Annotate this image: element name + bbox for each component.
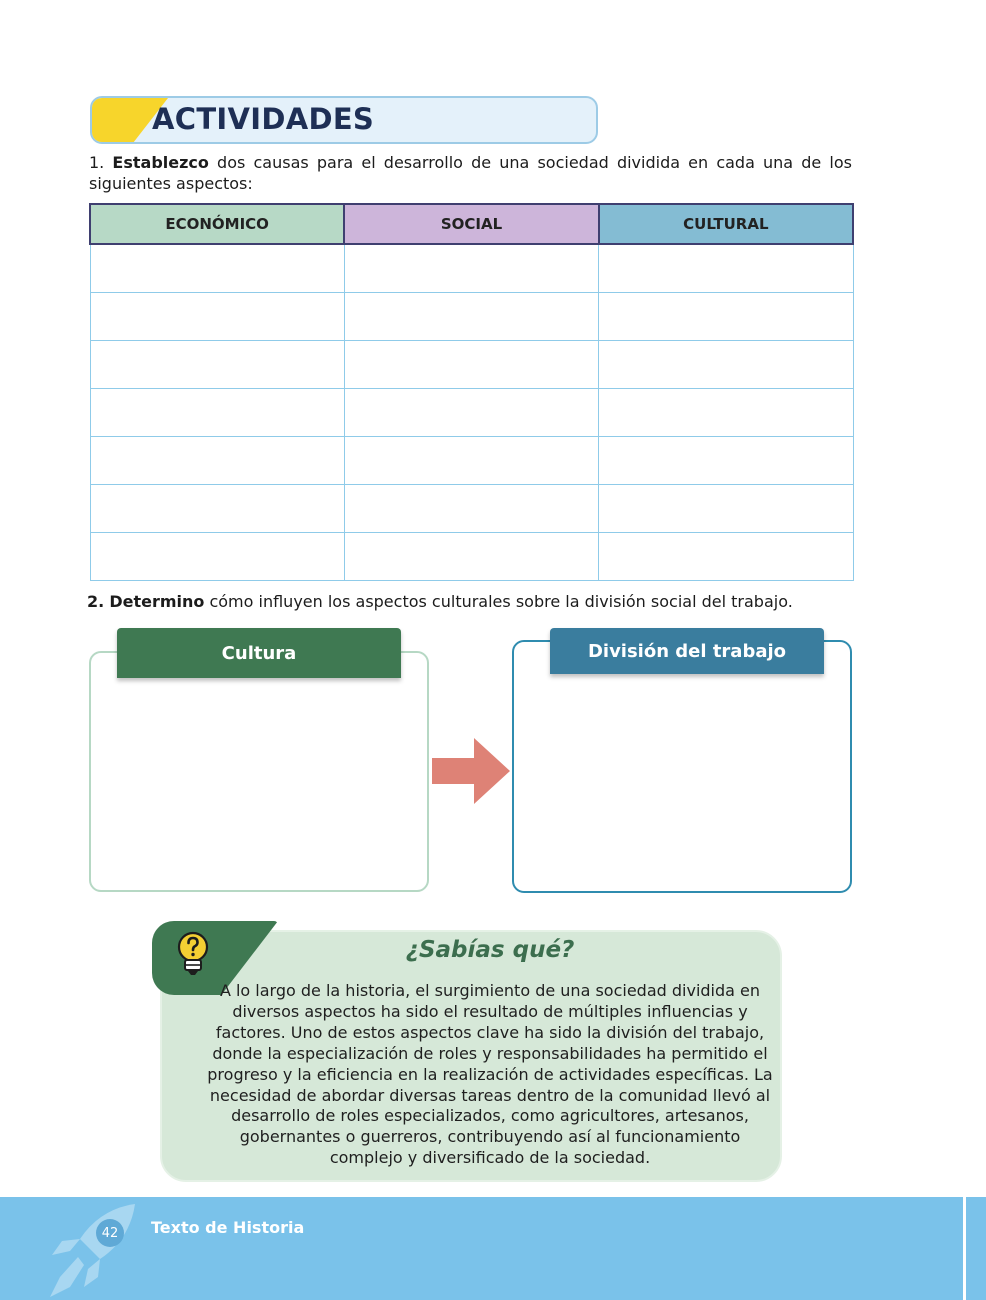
answer-cell-social[interactable] [344, 389, 598, 437]
table-row [90, 533, 853, 581]
answer-cell-economico[interactable] [90, 533, 344, 581]
answer-cell-social[interactable] [344, 293, 598, 341]
answer-cell-economico[interactable] [90, 437, 344, 485]
table-body [90, 244, 853, 581]
answer-cell-social[interactable] [344, 341, 598, 389]
answer-cell-cultural[interactable] [599, 533, 853, 581]
page-number: 42 [96, 1219, 124, 1247]
table-row [90, 437, 853, 485]
division-trabajo-box-title: División del trabajo [550, 628, 824, 674]
answer-cell-social[interactable] [344, 485, 598, 533]
division-trabajo-answer-box[interactable] [512, 640, 852, 893]
answer-cell-economico[interactable] [90, 485, 344, 533]
sabias-que-text: A lo largo de la historia, el surgimiento de una sociedad dividida en diversos aspectos ha sido el resultado de múltiples influencias y factores. Uno de estos aspectos clave ha sido la división del trabajo, donde la especialización de roles y responsabilidades ha permitido el progreso y la eficiencia en la realización de actividades específicas. La necesidad de abordar diversas tareas dentro de la comunidad llevó al desarrollo de roles especializados, como agricultores, artesanos, gobernantes o guerreros, contribuyendo así al funcionamiento complejo y diversificado de la sociedad. [207, 981, 773, 1168]
answer-cell-economico[interactable] [90, 389, 344, 437]
table-header-row [90, 204, 853, 244]
answer-cell-social[interactable] [344, 437, 598, 485]
answer-cell-economico[interactable] [90, 341, 344, 389]
column-header-social: SOCIAL [344, 204, 598, 244]
answer-cell-cultural[interactable] [599, 437, 853, 485]
cultura-box-title: Cultura [117, 628, 401, 678]
question-1-verb: Establezco [112, 153, 209, 172]
table-row [90, 341, 853, 389]
question-2-text: cómo influyen los aspectos culturales sobre la división social del trabajo. [204, 592, 793, 611]
answer-cell-cultural[interactable] [599, 485, 853, 533]
column-header-cultural: CULTURAL [599, 204, 853, 244]
table-row [90, 293, 853, 341]
answer-cell-economico[interactable] [90, 244, 344, 293]
table-row [90, 485, 853, 533]
answer-cell-cultural[interactable] [599, 341, 853, 389]
answer-cell-cultural[interactable] [599, 244, 853, 293]
causes-table [89, 203, 854, 581]
question-1 [89, 152, 852, 194]
table-row [90, 244, 853, 293]
section-header [90, 96, 598, 144]
cultura-answer-box[interactable] [89, 651, 429, 892]
arrow-right-icon [432, 738, 512, 804]
question-2-number: 2. [87, 592, 105, 611]
answer-cell-cultural[interactable] [599, 293, 853, 341]
column-header-economico: ECONÓMICO [90, 204, 344, 244]
question-1-number: 1. [89, 153, 105, 172]
answer-cell-economico[interactable] [90, 293, 344, 341]
footer-edge-stripe [966, 1197, 986, 1300]
sabias-que-title: ¿Sabías qué? [405, 937, 575, 963]
footer-book-title: Texto de Historia [151, 1218, 305, 1237]
answer-cell-social[interactable] [344, 533, 598, 581]
section-title: ACTIVIDADES [152, 102, 375, 136]
question-2-verb: Determino [109, 592, 205, 611]
question-1-text: dos causas para el desarrollo de una sociedad dividida en cada una de los siguientes aspectos: [89, 153, 852, 193]
question-2 [87, 591, 867, 612]
rocket-icon [40, 1199, 150, 1299]
answer-cell-cultural[interactable] [599, 389, 853, 437]
table-row [90, 389, 853, 437]
answer-cell-social[interactable] [344, 244, 598, 293]
